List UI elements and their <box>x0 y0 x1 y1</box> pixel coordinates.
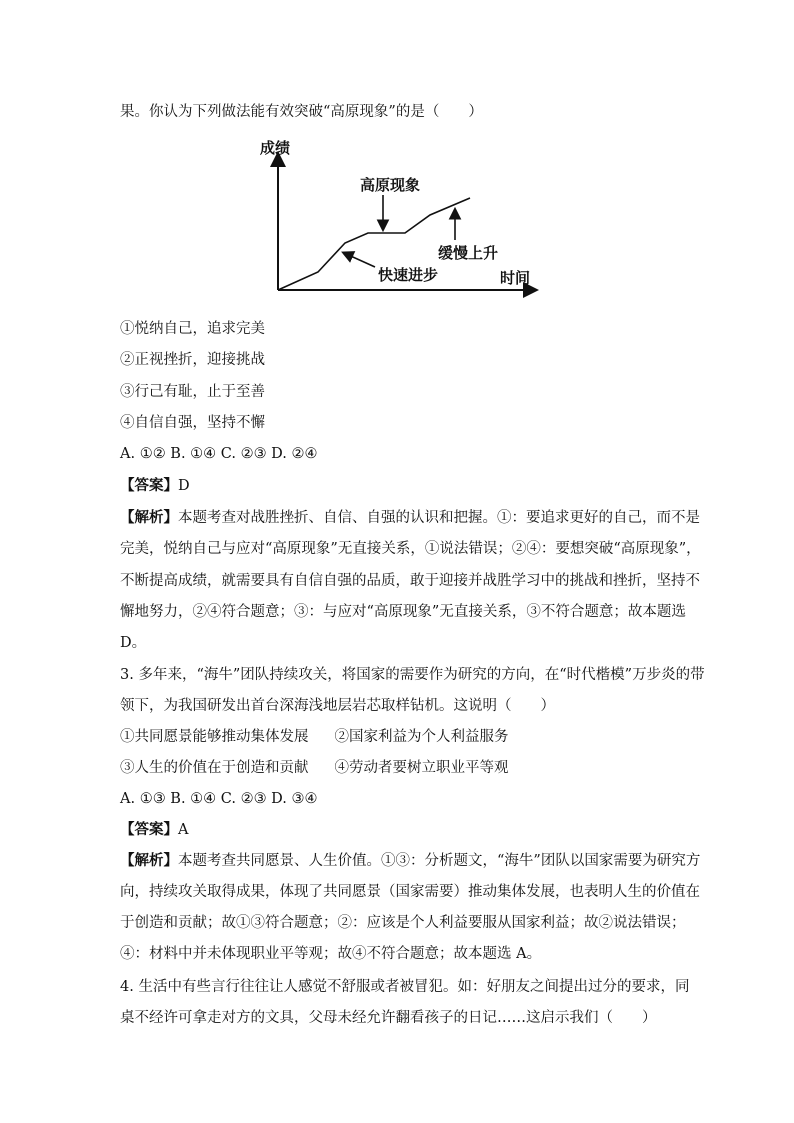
q2-analysis-line-3: 不断提高成绩，就需要具有自信自强的品质，敢于迎接并战胜学习中的挑战和挫折，坚持不 <box>120 573 700 589</box>
q3-option-1: ①共同愿景能够推动集体发展 <box>120 729 309 745</box>
q3-option-3: ③人生的价值在于创造和贡献 <box>120 760 309 776</box>
answer-value: D <box>178 478 190 494</box>
q2-option-1: ①悦纳自己，追求完美 <box>120 321 265 337</box>
q4-stem-line-1: 4. 生活中有些言行往往让人感觉不舒服或者被冒犯。如：好朋友之间提出过分的要求，同 <box>120 979 690 995</box>
analysis-text: 本题考查共同愿景、人生价值。①③：分析题文，“海牛”团队以国家需要为研究方 <box>178 853 701 869</box>
q2-analysis-line-1 <box>120 508 700 528</box>
analysis-text: 本题考查对战胜挫折、自信、自强的认识和把握。①：要追求更好的自己，而不是 <box>178 510 700 526</box>
q2-answer <box>120 476 190 496</box>
q3-analysis-line-3: 于创造和贡献；故①③符合题意；②：应该是个人利益要服从国家利益；故②说法错误； <box>120 915 686 931</box>
fast-progress-arrow <box>344 253 375 267</box>
q2-analysis-line-5: D。 <box>120 635 147 651</box>
plateau-figure <box>250 135 550 300</box>
q2-option-2: ②正视挫折，迎接挑战 <box>120 352 265 368</box>
q3-analysis-line-1 <box>120 851 701 871</box>
q3-option-4: ④劳动者要树立职业平等观 <box>334 760 509 776</box>
x-axis-label: 时间 <box>500 269 531 287</box>
q2-choices: A. ①② B. ①④ C. ②③ D. ②④ <box>120 446 318 462</box>
q3-choices: A. ①③ B. ①④ C. ②③ D. ③④ <box>120 791 318 807</box>
plateau-label: 高原现象 <box>360 176 421 194</box>
answer-label: 【答案】 <box>120 478 178 494</box>
q3-options-row-2 <box>120 758 509 778</box>
q2-analysis-line-4: 懈地努力，②④符合题意；③：与应对“高原现象”无直接关系，③不符合题意；故本题选 <box>120 604 686 620</box>
q2-analysis-line-2: 完美，悦纳自己与应对“高原现象”无直接关系，①说法错误；②④：要想突破“高原现象”， <box>120 541 701 557</box>
q3-stem-line-2: 领下，为我国研发出首台深海浅地层岩芯取样钻机。这说明（ ） <box>120 698 555 714</box>
analysis-label: 【解析】 <box>120 853 178 869</box>
slow-rise-label: 缓慢上升 <box>438 244 499 262</box>
q3-answer <box>120 820 188 840</box>
q2-option-4: ④自信自强，坚持不懈 <box>120 415 265 431</box>
answer-label: 【答案】 <box>120 822 178 838</box>
q3-option-2: ②国家利益为个人利益服务 <box>334 729 509 745</box>
q2-option-3: ③行己有耻，止于至善 <box>120 384 265 400</box>
answer-value: A <box>178 822 189 838</box>
analysis-label: 【解析】 <box>120 510 178 526</box>
fast-progress-label: 快速进步 <box>378 266 439 284</box>
question-intro-line: 果。你认为下列做法能有效突破“高原现象”的是（ ） <box>120 104 483 120</box>
q3-analysis-line-2: 向，持续攻关取得成果，体现了共同愿景（国家需要）推动集体发展，也表明人生的价值在 <box>120 884 700 900</box>
q4-stem-line-2: 桌不经许可拿走对方的文具，父母未经允许翻看孩子的日记……这启示我们（ ） <box>120 1010 657 1026</box>
q3-stem-line-1: 3. 多年来，“海牛”团队持续攻关，将国家的需要作为研究的方向，在“时代楷模”万步炎的带 <box>120 667 705 683</box>
q3-analysis-line-4: ④：材料中并未体现职业平等观；故④不符合题意；故本题选 A。 <box>120 946 542 962</box>
q3-options-row-1 <box>120 727 509 747</box>
y-axis-label: 成绩 <box>260 139 291 157</box>
